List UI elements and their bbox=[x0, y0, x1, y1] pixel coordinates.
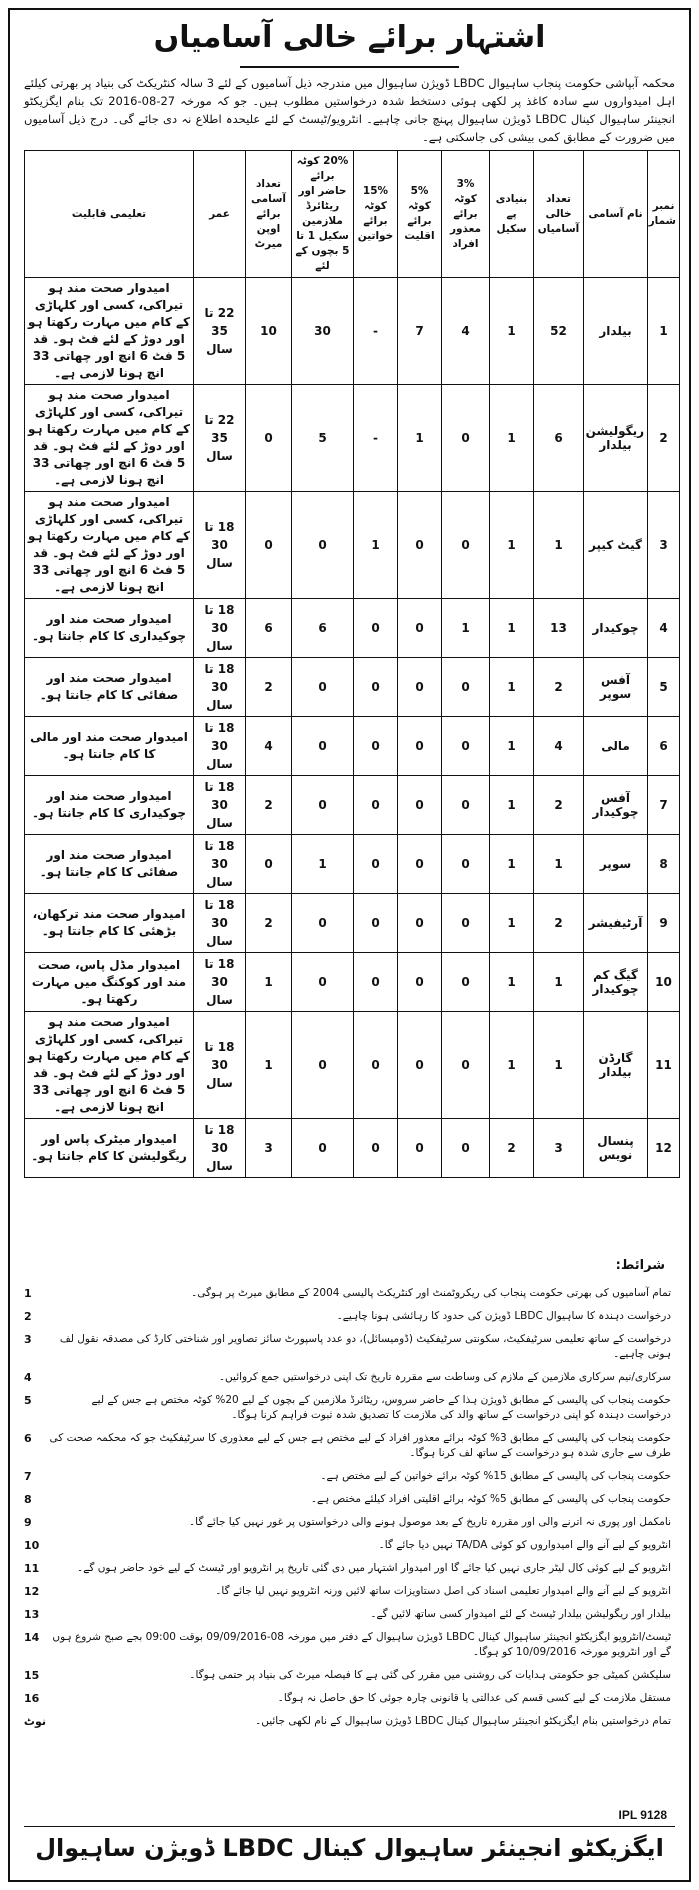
cell-disabled-quota: 0 bbox=[442, 776, 490, 835]
list-item bbox=[24, 1607, 675, 1622]
cell-vacancies: 6 bbox=[534, 385, 584, 492]
cell-post-name: ریگولیشن بیلدار bbox=[584, 385, 648, 492]
condition-text: انٹرویو کے لیے آنے والے امیدوار تعلیمی اسناد کی اصل دستاویزات ساتھ لائیں ورنہ انٹرویو نہیں لیا جائے گا۔ bbox=[215, 1585, 671, 1597]
cell-qualification: امیدوار صحت مند اور چوکیداری کا کام جانتا ہو۔ bbox=[25, 776, 194, 835]
cell-bps: 1 bbox=[490, 658, 534, 717]
condition-number: نوٹ bbox=[23, 1715, 46, 1728]
issuing-authority: ایگزیکٹو انجینئر ساہیوال کینال LBDC ڈویژن ساہیوال bbox=[35, 1834, 664, 1862]
list-item bbox=[24, 1393, 675, 1423]
cell-open-merit: 10 bbox=[246, 278, 292, 385]
cell-serial: 11 bbox=[648, 1012, 680, 1119]
cell-qualification: امیدوار صحت مند ہو تیراکی، کسی اور کلہاڑی کے کام میں مہارت رکھتا ہو اور دوڑ کے لئے فٹ ہو۔ قد 5 فٹ 6 انچ اور چھاتی 33 انچ ہونا لازمی ہے۔ bbox=[25, 1012, 194, 1119]
cell-bps: 1 bbox=[490, 492, 534, 599]
cell-minority-quota: 0 bbox=[398, 717, 442, 776]
cell-employee-quota: 0 bbox=[292, 776, 354, 835]
cell-post-name: گارڈن بیلدار bbox=[584, 1012, 648, 1119]
cell-age: 18 تا 30 سال bbox=[194, 717, 246, 776]
cell-minority-quota: 0 bbox=[398, 1119, 442, 1178]
cell-minority-quota: 1 bbox=[398, 385, 442, 492]
condition-text: تمام آسامیوں کی بھرتی حکومت پنجاب کی ریکروٹمنٹ اور کنٹریکٹ پالیسی 2004 کے مطابق میرٹ پر ہوگی۔ bbox=[191, 1287, 671, 1299]
cell-minority-quota: 0 bbox=[398, 953, 442, 1012]
cell-post-name: پنسال نویس bbox=[584, 1119, 648, 1178]
cell-vacancies: 1 bbox=[534, 492, 584, 599]
cell-qualification: امیدوار صحت مند اور صفائی کا کام جانتا ہو۔ bbox=[25, 835, 194, 894]
condition-number: 6 bbox=[24, 1432, 32, 1445]
cell-open-merit: 6 bbox=[246, 599, 292, 658]
cell-employee-quota: 0 bbox=[292, 953, 354, 1012]
cell-minority-quota: 7 bbox=[398, 278, 442, 385]
cell-open-merit: 1 bbox=[246, 1012, 292, 1119]
cell-bps: 1 bbox=[490, 1012, 534, 1119]
cell-open-merit: 2 bbox=[246, 658, 292, 717]
header-qualification: تعلیمی قابلیت bbox=[25, 151, 194, 278]
cell-employee-quota: 0 bbox=[292, 1119, 354, 1178]
condition-text: درخواست دہندہ کا ساہیوال LBDC ڈویژن کی حدود کا رہائشی ہونا چاہیے۔ bbox=[336, 1310, 671, 1322]
cell-minority-quota: 0 bbox=[398, 492, 442, 599]
list-item bbox=[24, 1630, 675, 1660]
cell-vacancies: 1 bbox=[534, 1012, 584, 1119]
cell-women-quota: 0 bbox=[354, 776, 398, 835]
condition-text: حکومت پنجاب کی پالیسی کے مطابق 3% کوٹہ برائے معذور افراد کے لیے مختص ہے جس کے لیے معذوری کا سرٹیفکیٹ جو کہ محکمہ صحت کی طرف سے جاری شدہ ہو درخواست کے ساتھ لف کرنا ہوگا۔ bbox=[49, 1432, 671, 1459]
cell-women-quota: 0 bbox=[354, 1012, 398, 1119]
cell-age: 18 تا 30 سال bbox=[194, 835, 246, 894]
list-item bbox=[24, 1538, 675, 1553]
cell-bps: 1 bbox=[490, 894, 534, 953]
vacancies-table bbox=[24, 150, 680, 1178]
cell-employee-quota: 5 bbox=[292, 385, 354, 492]
cell-qualification: امیدوار مڈل پاس، صحت مند اور کوکنگ میں مہارت رکھتا ہو۔ bbox=[25, 953, 194, 1012]
cell-disabled-quota: 0 bbox=[442, 717, 490, 776]
condition-number: 2 bbox=[24, 1310, 32, 1323]
header-disabled-quota: 3% کوٹہ برائے معذور افراد bbox=[442, 151, 490, 278]
cell-employee-quota: 0 bbox=[292, 717, 354, 776]
table-row bbox=[25, 599, 680, 658]
cell-employee-quota: 0 bbox=[292, 492, 354, 599]
cell-post-name: گیگ کم چوکیدار bbox=[584, 953, 648, 1012]
table-row bbox=[25, 1012, 680, 1119]
cell-bps: 1 bbox=[490, 717, 534, 776]
cell-disabled-quota: 0 bbox=[442, 1119, 490, 1178]
condition-number: 11 bbox=[24, 1562, 40, 1575]
cell-serial: 4 bbox=[648, 599, 680, 658]
cell-bps: 1 bbox=[490, 776, 534, 835]
cell-age: 22 تا 35 سال bbox=[194, 278, 246, 385]
cell-serial: 1 bbox=[648, 278, 680, 385]
cell-bps: 1 bbox=[490, 278, 534, 385]
condition-text: مستقل ملازمت کے لیے کسی قسم کی عدالتی یا قانونی چارہ جوئی کا حق حاصل نہ ہوگا۔ bbox=[277, 1692, 671, 1704]
condition-text: تمام درخواستیں بنام ایگزیکٹو انجینئر ساہیوال کینال LBDC ڈویژن ساہیوال کے نام لکھی جائیں۔ bbox=[255, 1715, 671, 1727]
cell-open-merit: 2 bbox=[246, 776, 292, 835]
cell-post-name: چوکیدار bbox=[584, 599, 648, 658]
list-item bbox=[24, 1431, 675, 1461]
ipl-number: IPL 9128 bbox=[618, 1808, 667, 1822]
cell-minority-quota: 0 bbox=[398, 835, 442, 894]
list-item bbox=[24, 1584, 675, 1599]
cell-vacancies: 52 bbox=[534, 278, 584, 385]
cell-employee-quota: 6 bbox=[292, 599, 354, 658]
condition-number: 5 bbox=[24, 1394, 32, 1407]
cell-qualification: امیدوار صحت مند ترکھان، بڑھئی کا کام جانتا ہو۔ bbox=[25, 894, 194, 953]
condition-text: ٹیسٹ/انٹرویو ایگزیکٹو انجینئر ساہیوال کینال LBDC ڈویژن ساہیوال کے دفتر میں مورخہ 08-09/09/2016 بوقت 09:00 بجے صبح شروع ہوں گے اور انٹرویو مورخہ 10/09/2016 کو ہوگا۔ bbox=[52, 1631, 671, 1658]
table-row bbox=[25, 835, 680, 894]
cell-disabled-quota: 0 bbox=[442, 835, 490, 894]
cell-women-quota: 1 bbox=[354, 492, 398, 599]
header-bps: بنیادی پے سکیل bbox=[490, 151, 534, 278]
cell-age: 18 تا 30 سال bbox=[194, 492, 246, 599]
cell-women-quota: 0 bbox=[354, 717, 398, 776]
cell-age: 18 تا 30 سال bbox=[194, 1012, 246, 1119]
table-row bbox=[25, 385, 680, 492]
cell-women-quota: 0 bbox=[354, 953, 398, 1012]
condition-text: درخواست کے ساتھ تعلیمی سرٹیفکیٹ، سکونتی سرٹیفکیٹ (ڈومیسائل)، دو عدد پاسپورٹ سائز تصاویر اور شناختی کارڈ کی مصدقہ نقول لف ہونی چاہیے۔ bbox=[59, 1333, 671, 1360]
cell-bps: 2 bbox=[490, 1119, 534, 1178]
cell-open-merit: 1 bbox=[246, 953, 292, 1012]
cell-qualification: امیدوار میٹرک پاس اور ریگولیشن کا کام جانتا ہو۔ bbox=[25, 1119, 194, 1178]
cell-age: 18 تا 30 سال bbox=[194, 776, 246, 835]
condition-number: 15 bbox=[24, 1669, 40, 1682]
header-open-merit: تعداد آسامی برائے اوپن میرٹ bbox=[246, 151, 292, 278]
list-item bbox=[24, 1332, 675, 1362]
list-item bbox=[24, 1714, 675, 1729]
cell-qualification: امیدوار صحت مند اور مالی کا کام جانتا ہو۔ bbox=[25, 717, 194, 776]
table-row bbox=[25, 953, 680, 1012]
cell-employee-quota: 0 bbox=[292, 658, 354, 717]
condition-text: حکومت پنجاب کی پالیسی کے مطابق ڈویژن ہذا کے حاضر سروس، ریٹائرڈ ملازمین کے بچوں کے لیے 20% کوٹہ مختص ہے جس کے لیے درخواست دہندہ کو اپنی درخواست کے ساتھ والد کی ملازمت کا تصدیق شدہ ثبوت فراہم کرنا ہوگا۔ bbox=[91, 1394, 671, 1421]
cell-vacancies: 1 bbox=[534, 835, 584, 894]
cell-post-name: آفس چوکیدار bbox=[584, 776, 648, 835]
header-serial: نمبر شمار bbox=[648, 151, 680, 278]
condition-text: حکومت پنجاب کی پالیسی کے مطابق 5% کوٹہ برائے اقلیتی افراد کیلئے مختص ہے۔ bbox=[310, 1493, 671, 1505]
cell-minority-quota: 0 bbox=[398, 1012, 442, 1119]
condition-number: 9 bbox=[24, 1516, 32, 1529]
condition-number: 8 bbox=[24, 1493, 32, 1506]
list-item bbox=[24, 1515, 675, 1530]
cell-age: 22 تا 35 سال bbox=[194, 385, 246, 492]
cell-serial: 8 bbox=[648, 835, 680, 894]
cell-vacancies: 2 bbox=[534, 894, 584, 953]
list-item bbox=[24, 1370, 675, 1385]
cell-serial: 12 bbox=[648, 1119, 680, 1178]
condition-text: بیلدار اور ریگولیشن بیلدار ٹیسٹ کے لئے امیدوار کسی ساتھ لائیں گے۔ bbox=[370, 1608, 671, 1620]
cell-age: 18 تا 30 سال bbox=[194, 953, 246, 1012]
cell-minority-quota: 0 bbox=[398, 658, 442, 717]
list-item bbox=[24, 1691, 675, 1706]
condition-number: 13 bbox=[24, 1608, 40, 1621]
condition-number: 14 bbox=[24, 1631, 40, 1644]
cell-vacancies: 13 bbox=[534, 599, 584, 658]
cell-qualification: امیدوار صحت مند اور چوکیداری کا کام جانتا ہو۔ bbox=[25, 599, 194, 658]
cell-age: 18 تا 30 سال bbox=[194, 894, 246, 953]
cell-qualification: امیدوار صحت مند ہو تیراکی، کسی اور کلہاڑی کے کام میں مہارت رکھتا ہو اور دوڑ کے لئے فٹ ہو۔ قد 5 فٹ 6 انچ اور چھاتی 33 انچ ہونا لازمی ہے۔ bbox=[25, 492, 194, 599]
cell-disabled-quota: 0 bbox=[442, 385, 490, 492]
list-item bbox=[24, 1561, 675, 1576]
cell-employee-quota: 0 bbox=[292, 894, 354, 953]
condition-text: نامکمل اور پوری نہ اترنے والی اور مقررہ تاریخ کے بعد موصول ہونے والی درخواستوں پر غور نہیں کیا جائے گا۔ bbox=[189, 1516, 671, 1528]
table-row bbox=[25, 717, 680, 776]
table-row bbox=[25, 658, 680, 717]
cell-women-quota: 0 bbox=[354, 1119, 398, 1178]
footer-divider bbox=[24, 1826, 675, 1827]
cell-bps: 1 bbox=[490, 953, 534, 1012]
cell-open-merit: 2 bbox=[246, 894, 292, 953]
condition-number: 4 bbox=[24, 1371, 32, 1384]
header-employee-quota: 20% کوٹہ برائے حاضر اور ریٹائرڈ ملازمین سکیل 1 تا 5 بچوں کے لئے bbox=[292, 151, 354, 278]
table-row bbox=[25, 278, 680, 385]
condition-text: انٹرویو کے لیے آنے والے امیدواروں کو کوئی TA/DA نہیں دیا جائے گا۔ bbox=[378, 1539, 671, 1551]
cell-post-name: سوپر bbox=[584, 835, 648, 894]
table-row bbox=[25, 894, 680, 953]
cell-disabled-quota: 0 bbox=[442, 1012, 490, 1119]
cell-employee-quota: 0 bbox=[292, 1012, 354, 1119]
cell-vacancies: 2 bbox=[534, 658, 584, 717]
cell-bps: 1 bbox=[490, 599, 534, 658]
cell-women-quota: 0 bbox=[354, 894, 398, 953]
cell-bps: 1 bbox=[490, 835, 534, 894]
header-women-quota: 15% کوٹہ برائے خواتین bbox=[354, 151, 398, 278]
cell-age: 18 تا 30 سال bbox=[194, 1119, 246, 1178]
list-item bbox=[24, 1492, 675, 1507]
cell-age: 18 تا 30 سال bbox=[194, 599, 246, 658]
cell-women-quota: - bbox=[354, 385, 398, 492]
condition-number: 1 bbox=[24, 1287, 32, 1300]
cell-serial: 5 bbox=[648, 658, 680, 717]
cell-vacancies: 3 bbox=[534, 1119, 584, 1178]
table-row bbox=[25, 1119, 680, 1178]
cell-qualification: امیدوار صحت مند ہو تیراکی، کسی اور کلہاڑی کے کام میں مہارت رکھتا ہو اور دوڑ کے لئے فٹ ہو۔ قد 5 فٹ 6 انچ اور چھاتی 33 انچ ہونا لازمی ہے۔ bbox=[25, 278, 194, 385]
list-item bbox=[24, 1286, 675, 1301]
advert-title: اشتہار برائے خالی آسامیاں bbox=[10, 20, 689, 62]
cell-serial: 3 bbox=[648, 492, 680, 599]
cell-vacancies: 2 bbox=[534, 776, 584, 835]
conditions-heading: شرائط: bbox=[615, 1258, 665, 1273]
cell-open-merit: 0 bbox=[246, 835, 292, 894]
list-item bbox=[24, 1668, 675, 1683]
cell-qualification: امیدوار صحت مند ہو تیراکی، کسی اور کلہاڑی کے کام میں مہارت رکھتا ہو اور دوڑ کے لئے فٹ ہو۔ قد 5 فٹ 6 انچ اور چھاتی 33 انچ ہونا لازمی ہے۔ bbox=[25, 385, 194, 492]
condition-text: انٹرویو کے لیے کوئی کال لیٹر جاری نہیں کیا جائے گا اور امیدوار اشتہار میں دی گئی تاریخ پر انٹرویو اور ٹیسٹ کے لیے خود حاضر ہوں گے۔ bbox=[77, 1562, 671, 1574]
cell-serial: 7 bbox=[648, 776, 680, 835]
condition-number: 12 bbox=[24, 1585, 40, 1598]
cell-post-name: مالی bbox=[584, 717, 648, 776]
cell-serial: 6 bbox=[648, 717, 680, 776]
cell-women-quota: - bbox=[354, 278, 398, 385]
cell-open-merit: 3 bbox=[246, 1119, 292, 1178]
cell-employee-quota: 1 bbox=[292, 835, 354, 894]
condition-number: 7 bbox=[24, 1470, 32, 1483]
cell-vacancies: 4 bbox=[534, 717, 584, 776]
cell-bps: 1 bbox=[490, 385, 534, 492]
list-item bbox=[24, 1309, 675, 1324]
condition-number: 3 bbox=[24, 1333, 32, 1346]
cell-disabled-quota: 1 bbox=[442, 599, 490, 658]
cell-post-name: آرٹیفیشر bbox=[584, 894, 648, 953]
cell-minority-quota: 0 bbox=[398, 599, 442, 658]
header-vacancies: تعداد خالی آسامیاں bbox=[534, 151, 584, 278]
cell-disabled-quota: 0 bbox=[442, 492, 490, 599]
conditions-list bbox=[24, 1286, 675, 1737]
condition-number: 16 bbox=[24, 1692, 40, 1705]
cell-vacancies: 1 bbox=[534, 953, 584, 1012]
cell-serial: 10 bbox=[648, 953, 680, 1012]
cell-disabled-quota: 0 bbox=[442, 658, 490, 717]
intro-paragraph: محکمہ آبپاشی حکومت پنجاب ساہیوال LBDC ڈویژن ساہیوال میں مندرجہ ذیل آسامیوں کے لئے 3 سالہ کنٹریکٹ کی بنیاد پر بھرتی کیلئے اہل امیدواروں سے سادہ کاغذ پر لکھی ہوئی دستخط شدہ درخواستیں مطلوب ہیں۔ جو کہ مورخہ 27-08-2016 تک بنام ایگزیکٹو انجینئر ساہیوال کینال LBDC ڈویژن ساہیوال پہنچ جانی چاہیے۔ انٹرویو/ٹیسٹ کے لئے علیحدہ اطلاع نہ دی جائے گی۔ درج ذیل آسامیوں میں ضرورت کے مطابق کمی بیشی کی جاسکتی ہے۔ bbox=[24, 76, 675, 144]
condition-text: سرکاری/نیم سرکاری ملازمین کے ملازم کی وساطت سے مقررہ تاریخ تک اپنی درخواستیں جمع کروائیں۔ bbox=[218, 1371, 671, 1383]
cell-open-merit: 0 bbox=[246, 492, 292, 599]
cell-open-merit: 4 bbox=[246, 717, 292, 776]
cell-post-name: آفس سوپر bbox=[584, 658, 648, 717]
table-row bbox=[25, 776, 680, 835]
cell-women-quota: 0 bbox=[354, 658, 398, 717]
cell-age: 18 تا 30 سال bbox=[194, 658, 246, 717]
cell-serial: 2 bbox=[648, 385, 680, 492]
header-post-name: نام آسامی bbox=[584, 151, 648, 278]
cell-open-merit: 0 bbox=[246, 385, 292, 492]
list-item bbox=[24, 1469, 675, 1484]
cell-disabled-quota: 0 bbox=[442, 894, 490, 953]
header-minority-quota: 5% کوٹہ برائے اقلیت bbox=[398, 151, 442, 278]
cell-serial: 9 bbox=[648, 894, 680, 953]
table-row bbox=[25, 492, 680, 599]
cell-women-quota: 0 bbox=[354, 599, 398, 658]
cell-minority-quota: 0 bbox=[398, 776, 442, 835]
cell-qualification: امیدوار صحت مند اور صفائی کا کام جانتا ہو۔ bbox=[25, 658, 194, 717]
condition-text: سلیکشن کمیٹی جو حکومتی ہدایات کی روشنی میں مقرر کی گئی ہے کا فیصلہ میرٹ کی بنیاد پر حتمی ہوگا۔ bbox=[189, 1669, 671, 1681]
header-age: عمر bbox=[194, 151, 246, 278]
cell-disabled-quota: 4 bbox=[442, 278, 490, 385]
advertisement-page bbox=[8, 8, 691, 1882]
cell-women-quota: 0 bbox=[354, 835, 398, 894]
cell-employee-quota: 30 bbox=[292, 278, 354, 385]
condition-text: حکومت پنجاب کی پالیسی کے مطابق 15% کوٹہ برائے خواتین کے لیے مختص ہے۔ bbox=[320, 1470, 671, 1482]
cell-minority-quota: 0 bbox=[398, 894, 442, 953]
table-header-row bbox=[25, 151, 680, 278]
cell-post-name: گیٹ کیپر bbox=[584, 492, 648, 599]
condition-number: 10 bbox=[24, 1539, 40, 1552]
cell-disabled-quota: 0 bbox=[442, 953, 490, 1012]
cell-post-name: بیلدار bbox=[584, 278, 648, 385]
